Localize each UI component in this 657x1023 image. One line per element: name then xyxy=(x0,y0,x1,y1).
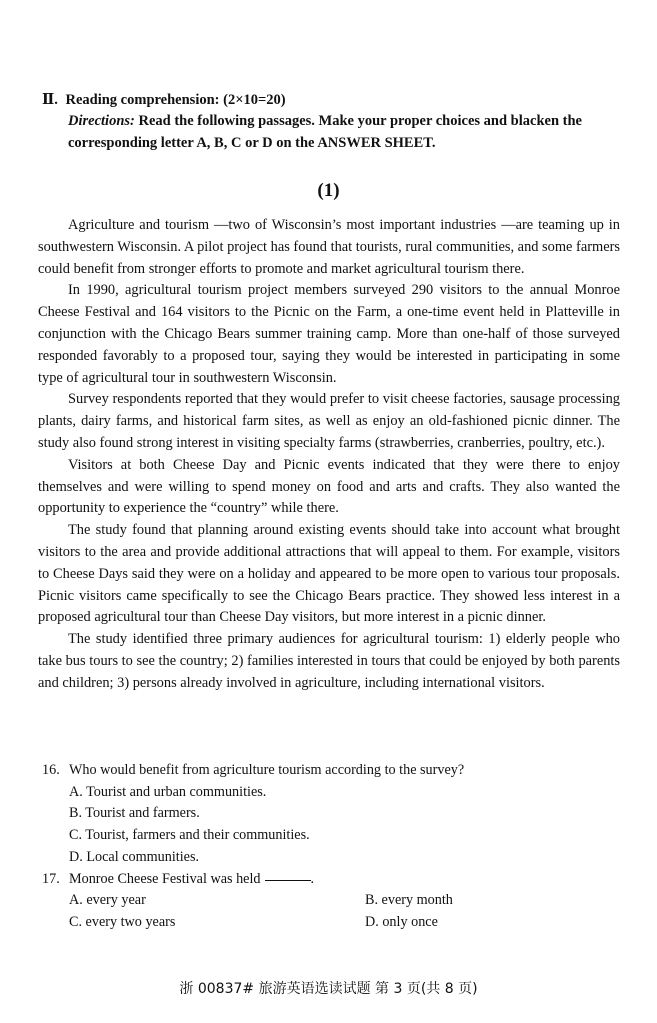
directions xyxy=(68,110,628,154)
section-title: Reading comprehension: (2×10=20) xyxy=(65,92,286,108)
section-heading xyxy=(42,89,286,111)
option-a: A. Tourist and urban communities. xyxy=(69,783,267,800)
paragraph: The study identified three primary audiences for agricultural tourism: 1) elderly people who take bus tours to see the country; 2) families interested in tours that could be enjoyed by both parents and children; 3) persons already involved in agriculture, including international visitors. xyxy=(38,631,620,691)
option-d: D. Local communities. xyxy=(69,848,200,865)
paragraph: Agriculture and tourism —two of Wisconsin’s most important industries —are teaming up in southwestern Wisconsin. A pilot project has found that tourists, rural communities, and some farmers could benefit from stronger efforts to promote and market agricultural tourism there. xyxy=(38,217,620,277)
question-end: . xyxy=(310,870,315,887)
option-row xyxy=(42,890,622,912)
option-row xyxy=(42,912,622,934)
question-text: Who would benefit from agriculture tourism according to the survey? xyxy=(69,762,465,778)
question-list xyxy=(42,760,622,934)
page-footer: 浙 00837# 旅游英语选读试题 第 3 页(共 8 页) xyxy=(179,981,478,997)
section-number: Ⅱ. xyxy=(42,92,58,108)
paragraph: In 1990, agricultural tourism project members surveyed 290 visitors to the annual Monroe Cheese Festival and 164 visitors to the Picnic on the Farm, a one-time event held in Platteville in conjunction with the Chicago Bears summer training camp. More than one-half of those surveyed responded favorably to a proposed tour, saying they would be interested in participating in some type of agricultural tour in southwestern Wisconsin. xyxy=(38,282,620,386)
option-c: C. every two years xyxy=(69,913,176,930)
option-b: B. every month xyxy=(365,892,453,909)
question-number: 16. xyxy=(42,762,60,778)
option-d: D. only once xyxy=(365,913,438,930)
question-16 xyxy=(42,760,622,782)
paragraph: Visitors at both Cheese Day and Picnic events indicated that they were there to enjoy themselves and were willing to spend money on food and arts and crafts. They also wanted the opportunity to experience the “country” while there. xyxy=(38,456,620,517)
answer-blank xyxy=(265,870,311,881)
passage-body xyxy=(38,215,620,695)
paragraph: The study found that planning around existing events should take into account what brought visitors to the area and provide additional attractions that will appeal to them. For example, visitors to Cheese Days said they were on a holiday and appeared to be more open to various tour proposals. Picnic visitors came specifically to see the Chicago Bears practice. They showed less interest in a proposed agricultural tour than Cheese Day visitors, but more interest in a picnic dinner. xyxy=(38,522,620,626)
option-c: C. Tourist, farmers and their communities. xyxy=(69,827,310,844)
question-text: Monroe Cheese Festival was held xyxy=(69,870,261,887)
question-number: 17. xyxy=(42,870,60,887)
passage-title: (1) xyxy=(317,180,340,201)
option-b: B. Tourist and farmers. xyxy=(69,805,200,822)
option-a: A. every year xyxy=(69,892,146,909)
directions-text: Read the following passages. Make your proper choices and blacken the corresponding letter A, B, C or D on the ANSWER SHEET. xyxy=(68,113,582,151)
question-17 xyxy=(42,869,622,891)
paragraph: Survey respondents reported that they would prefer to visit cheese factories, sausage processing plants, dairy farms, and historical farm sites, as well as enjoy an old-fashioned picnic dinner. The study also found strong interest in visiting specialty farms (strawberries, cranberries, poultry, etc.). xyxy=(38,391,620,451)
directions-label: Directions: xyxy=(68,113,135,129)
